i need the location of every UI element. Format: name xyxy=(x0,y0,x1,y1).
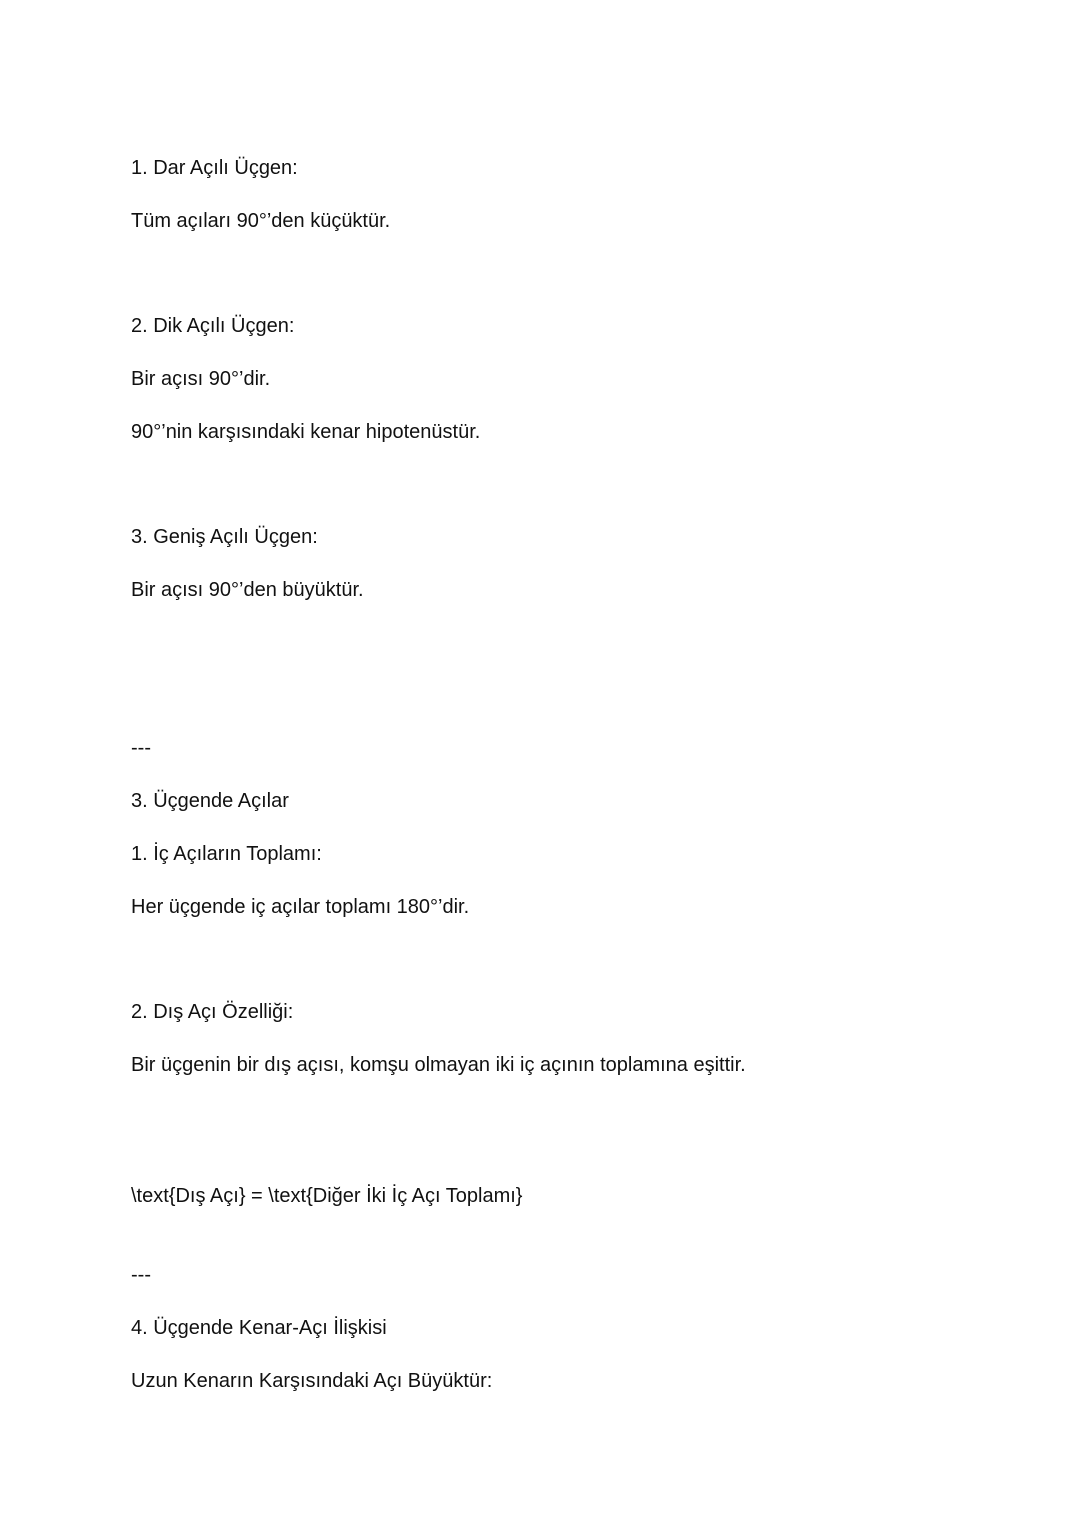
paragraph: Tüm açıları 90°’den küçüktür. xyxy=(131,210,391,232)
heading-interior-angles: 1. İç Açıların Toplamı: xyxy=(131,843,322,865)
heading-acute-triangle: 1. Dar Açılı Üçgen: xyxy=(131,157,298,179)
paragraph: Bir açısı 90°’dir. xyxy=(131,368,271,390)
separator: --- xyxy=(131,1264,151,1286)
separator: --- xyxy=(131,737,151,759)
section-heading-side-angle: 4. Üçgende Kenar-Açı İlişkisi xyxy=(131,1317,387,1339)
paragraph: Bir açısı 90°’den büyüktür. xyxy=(131,579,364,601)
heading-obtuse-triangle: 3. Geniş Açılı Üçgen: xyxy=(131,526,318,548)
section-heading-angles: 3. Üçgende Açılar xyxy=(131,790,289,812)
heading-exterior-angle: 2. Dış Açı Özelliği: xyxy=(131,1001,294,1023)
paragraph: 90°’nin karşısındaki kenar hipotenüstür. xyxy=(131,421,481,443)
formula: \text{Dış Açı} = \text{Diğer İki İç Açı Toplamı} xyxy=(131,1185,523,1207)
heading-right-triangle: 2. Dik Açılı Üçgen: xyxy=(131,315,295,337)
paragraph: Her üçgende iç açılar toplamı 180°’dir. xyxy=(131,896,470,918)
paragraph: Uzun Kenarın Karşısındaki Açı Büyüktür: xyxy=(131,1370,493,1392)
paragraph: Bir üçgenin bir dış açısı, komşu olmayan iki iç açının toplamına eşittir. xyxy=(131,1054,746,1076)
